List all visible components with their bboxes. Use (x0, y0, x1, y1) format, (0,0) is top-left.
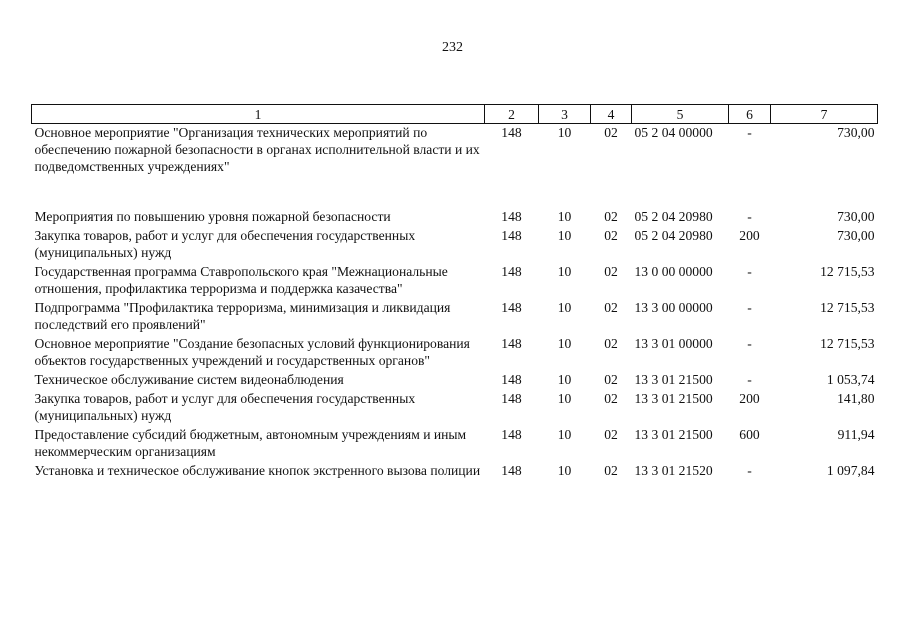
row-col-3: 10 (557, 125, 572, 140)
row-col-2: 148 (501, 336, 522, 351)
row-col-2: 148 (501, 228, 522, 243)
row-col-4: 02 (604, 336, 618, 351)
row-amount: 730,00 (837, 209, 875, 224)
row-col-3: 10 (557, 228, 572, 243)
row-amount: 730,00 (837, 125, 875, 140)
row-col-6: - (747, 264, 752, 279)
row-amount: 911,94 (837, 427, 875, 442)
table-row (32, 462, 878, 481)
row-col-6: - (747, 336, 752, 351)
row-col-3: 10 (557, 372, 572, 387)
row-col-3: 10 (557, 300, 572, 315)
row-col-6: - (747, 209, 752, 224)
row-amount: 1 053,74 (826, 372, 875, 387)
column-header-7: 7 (771, 105, 878, 124)
row-code: 05 2 04 20980 (634, 228, 713, 243)
row-name: Закупка товаров, работ и услуг для обеспечения государственных (муниципальных) нужд (34, 391, 416, 423)
row-col-6: - (747, 463, 752, 478)
row-col-4: 02 (604, 264, 618, 279)
row-code: 13 3 01 00000 (634, 336, 713, 351)
page-number: 232 (442, 40, 463, 55)
row-col-2: 148 (501, 125, 522, 140)
row-col-4: 02 (604, 125, 618, 140)
row-spacer (32, 177, 878, 208)
table-row (32, 299, 878, 335)
row-code: 13 3 01 21500 (634, 372, 713, 387)
table-row (32, 208, 878, 227)
row-code: 13 3 00 00000 (634, 300, 713, 315)
row-code: 13 0 00 00000 (634, 264, 713, 279)
column-header-3: 3 (539, 105, 591, 124)
row-name: Основное мероприятие "Создание безопасных условий функционирования объектов государственных учреждений и государственных органов" (34, 336, 470, 368)
row-col-4: 02 (604, 427, 618, 442)
row-col-2: 148 (501, 209, 522, 224)
row-name: Предоставление субсидий бюджетным, автономным учреждениям и иным некоммерческим организациям (34, 427, 467, 459)
column-header-4: 4 (591, 105, 632, 124)
table-row (32, 335, 878, 371)
row-code: 13 3 01 21500 (634, 391, 713, 406)
row-col-3: 10 (557, 391, 572, 406)
row-col-6: - (747, 125, 752, 140)
row-amount: 12 715,53 (820, 300, 875, 315)
row-col-4: 02 (604, 228, 618, 243)
budget-table (31, 104, 878, 481)
column-header-1: 1 (32, 105, 485, 124)
row-col-2: 148 (501, 463, 522, 478)
row-col-3: 10 (557, 336, 572, 351)
table-body (32, 124, 878, 482)
row-col-6: 200 (739, 228, 760, 243)
row-code: 05 2 04 00000 (634, 125, 713, 140)
row-col-2: 148 (501, 372, 522, 387)
row-col-4: 02 (604, 300, 618, 315)
column-header-6: 6 (729, 105, 771, 124)
row-code: 05 2 04 20980 (634, 209, 713, 224)
row-name: Закупка товаров, работ и услуг для обеспечения государственных (муниципальных) нужд (34, 228, 416, 260)
row-col-2: 148 (501, 300, 522, 315)
table-row (32, 390, 878, 426)
row-col-3: 10 (557, 209, 572, 224)
row-col-4: 02 (604, 391, 618, 406)
row-col-2: 148 (501, 427, 522, 442)
table-row (32, 227, 878, 263)
table-row (32, 124, 878, 178)
row-name: Техническое обслуживание систем видеонаблюдения (34, 372, 344, 387)
row-col-6: 200 (739, 391, 760, 406)
row-code: 13 3 01 21500 (634, 427, 713, 442)
row-name: Установка и техническое обслуживание кнопок экстренного вызова полиции (34, 463, 481, 478)
row-name: Мероприятия по повышению уровня пожарной безопасности (34, 209, 391, 224)
row-col-6: 600 (739, 427, 760, 442)
row-code: 13 3 01 21520 (634, 463, 713, 478)
row-col-6: - (747, 300, 752, 315)
row-col-4: 02 (604, 372, 618, 387)
row-col-3: 10 (557, 427, 572, 442)
row-col-3: 10 (557, 264, 572, 279)
row-name: Подпрограмма "Профилактика терроризма, минимизация и ликвидация последствий его проявлений" (34, 300, 451, 332)
table-row (32, 426, 878, 462)
row-col-2: 148 (501, 264, 522, 279)
row-amount: 141,80 (837, 391, 875, 406)
row-name: Государственная программа Ставропольского края "Межнациональные отношения, профилактика терроризма и поддержка казачества" (34, 264, 448, 296)
row-col-3: 10 (557, 463, 572, 478)
row-name: Основное мероприятие "Организация технических мероприятий по обеспечению пожарной безопасности в органах исполнительной власти и их подведомственных учреждениях" (34, 125, 480, 174)
row-col-6: - (747, 372, 752, 387)
column-header-2: 2 (485, 105, 539, 124)
row-amount: 12 715,53 (820, 264, 875, 279)
table-header-row (32, 105, 878, 124)
row-amount: 12 715,53 (820, 336, 875, 351)
table-row (32, 263, 878, 299)
row-col-4: 02 (604, 209, 618, 224)
row-col-2: 148 (501, 391, 522, 406)
row-col-4: 02 (604, 463, 618, 478)
column-header-5: 5 (632, 105, 729, 124)
row-amount: 730,00 (837, 228, 875, 243)
table-row (32, 371, 878, 390)
row-amount: 1 097,84 (826, 463, 875, 478)
